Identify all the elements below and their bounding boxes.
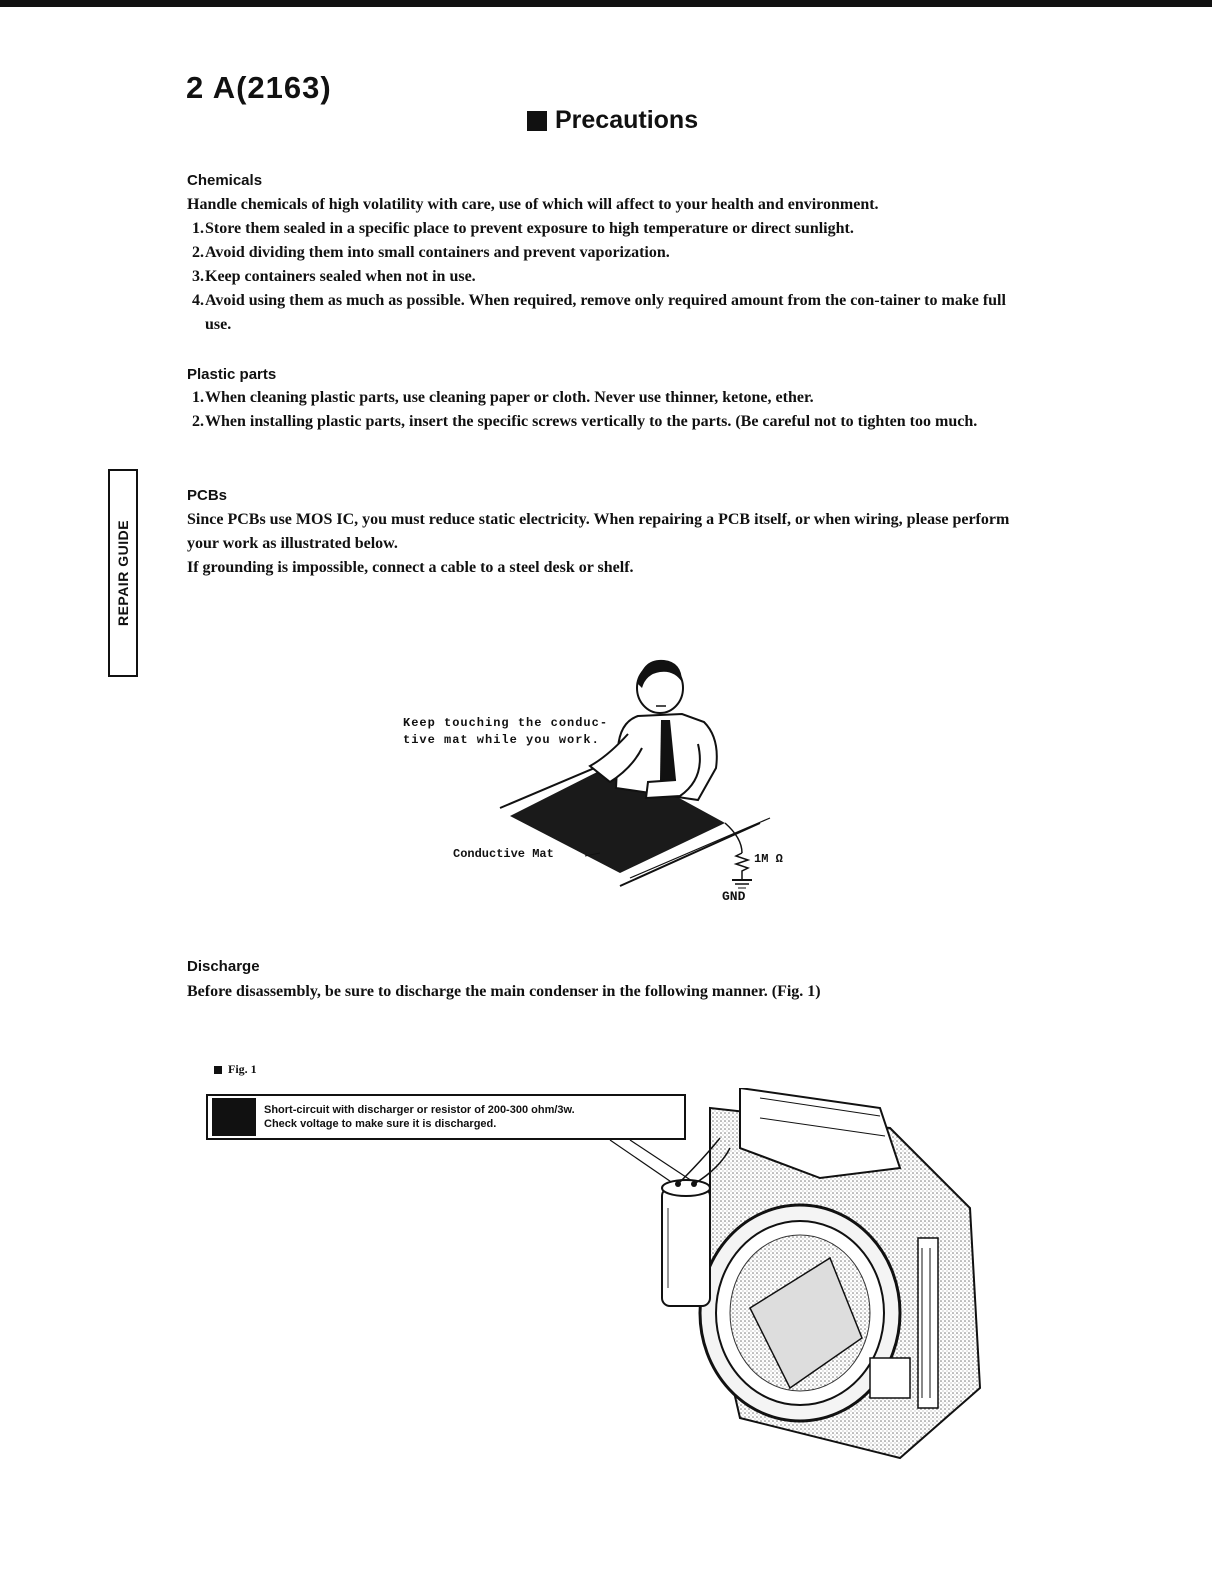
camera-body-illustration [600,1088,1000,1468]
pcbs-heading: PCBs [187,487,228,504]
capacitor [662,1188,710,1306]
callout-line-2: Check voltage to make sure it is discharged. [264,1118,497,1130]
side-tab-label: REPAIR GUIDE [115,519,131,627]
list-item: 1. When cleaning plastic parts, use cleaning paper or cloth. Never use thinner, ketone, ether. [192,389,814,406]
list-item: 1. Store them sealed in a specific place to prevent exposure to high temperature or direct sunlight. [192,220,854,237]
mat-label: Conductive Mat [453,847,554,861]
pcbs-text-2: If grounding is impossible, connect a cable to a steel desk or shelf. [187,559,634,576]
chemicals-heading: Chemicals [187,172,263,189]
figure-label: Fig. 1 [214,1062,257,1077]
resistor-label: 1M Ω [754,852,783,866]
page-number: 2 A(2163) [186,70,332,105]
pcbs-text-1: Since PCBs use MOS IC, you must reduce static electricity. When repairing a PCB itself, or when wiring, please perform your work as illustrated below. [187,511,1010,552]
plastic-list [192,386,1052,434]
page-title-text: Precautions [555,106,699,134]
chemicals-list [192,217,1052,337]
mat-instruction-line-1: Keep touching the conduc- [403,716,609,730]
list-item: 3. Keep containers sealed when not in use. [192,268,476,285]
square-bullet-icon [214,1066,222,1074]
mat-instruction-line-2: tive mat while you work. [403,733,600,747]
discharge-intro: Before disassembly, be sure to discharge the main condenser in the following manner. (Fig. 1) [187,983,821,1000]
page-title [527,106,698,135]
chemicals-intro: Handle chemicals of high volatility with care, use of which will affect to your health and environment. [187,196,879,213]
discharge-heading: Discharge [187,958,260,975]
list-item: 2. When installing plastic parts, insert the specific screws vertically to the parts. (Be careful not to tighten too much. [192,413,978,430]
top-border-line [0,0,1212,7]
square-bullet-icon [527,111,547,131]
side-tab [108,469,138,677]
list-item: 2. Avoid dividing them into small containers and prevent vaporization. [192,244,670,261]
conductive-mat-illustration [380,648,820,908]
plastic-heading: Plastic parts [187,366,277,383]
callout-line-1: Short-circuit with discharger or resistor of 200-300 ohm/3w. [264,1104,575,1116]
figure-callout [206,1094,686,1140]
callout-marker [212,1098,256,1136]
ground-label: GND [722,889,746,904]
list-item: 4. Avoid using them as much as possible. When required, remove only required amount from the con-tainer to make full use. [192,292,1006,333]
